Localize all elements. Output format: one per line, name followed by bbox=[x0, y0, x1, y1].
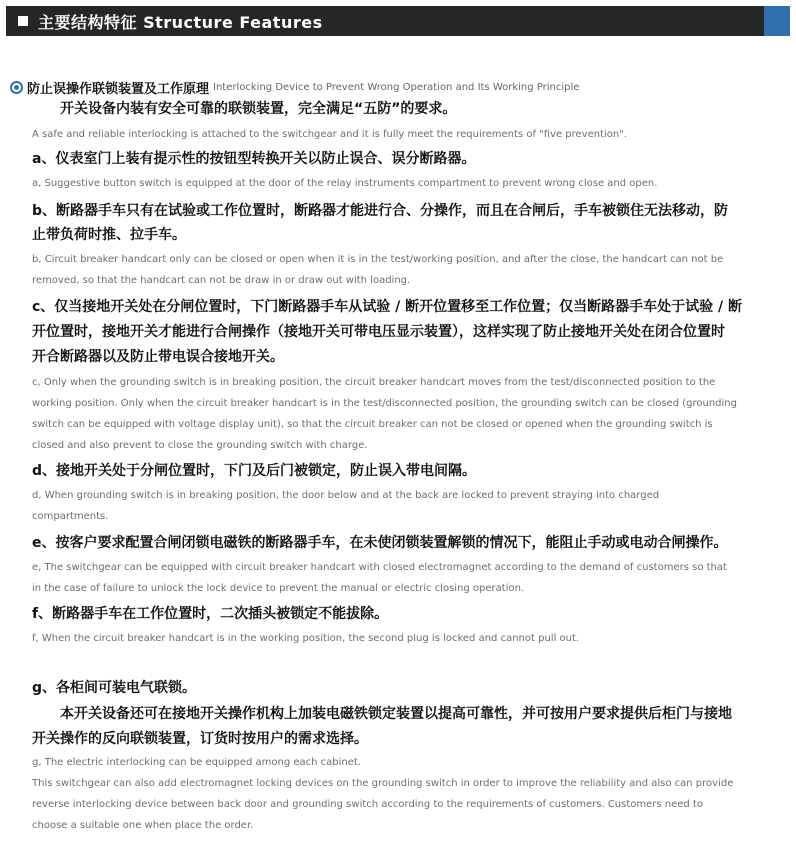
item-c-en-line1: c, Only when the grounding switch is in breaking position, the circuit breaker handcart moves from the test/disconnected position to the bbox=[32, 377, 716, 388]
item-b-en-line1: b, Circuit breaker handcart only can be closed or open when it is in the test/working position, and after the close, the handcart can not be bbox=[32, 254, 724, 265]
section-title-zh: 防止误操作联锁装置及工作原理 bbox=[27, 82, 210, 97]
item-d-en-line2: compartments. bbox=[32, 511, 109, 522]
item-c-zh-line2: 开位置时，接地开关才能进行合闸操作（接地开关可带电压显示装置），这样实现了防止接地开关处在闭合位置时 bbox=[32, 324, 725, 340]
section-heading bbox=[10, 78, 579, 97]
item-g-zh-para-line1: 本开关设备还可在接地开关操作机构上加装电磁铁锁定装置以提高可靠性，并可按用户要求提供后柜门与接地 bbox=[60, 706, 732, 722]
item-d-zh: d、接地开关处于分闸位置时，下门及后门被锁定，防止误入带电间隔。 bbox=[32, 463, 477, 479]
item-f-en: f, When the circuit breaker handcart is in the working position, the second plug is locked and cannot pull out. bbox=[32, 633, 580, 644]
square-bullet-icon bbox=[18, 16, 28, 26]
item-g-en-line3: reverse interlocking device between back door and grounding switch according to the requirements of customers. Customers need to bbox=[32, 799, 703, 810]
item-c-en-line4: closed and also prevent to close the grounding switch with charge. bbox=[32, 440, 368, 451]
section-title-en: Interlocking Device to Prevent Wrong Operation and Its Working Principle bbox=[213, 82, 580, 93]
item-c-en-line2: working position. Only when the circuit breaker handcart is in the test/disconnected position, the grounding switch can be closed (grounding bbox=[32, 398, 737, 409]
item-b-en-line2: removed, so that the handcart can not be draw in or draw out with loading. bbox=[32, 275, 411, 286]
intro-zh: 开关设备内装有安全可靠的联锁装置，完全满足“五防”的要求。 bbox=[60, 101, 457, 117]
item-d-en-line1: d, When grounding switch is in breaking position, the door below and at the back are locked to prevent straying into charged bbox=[32, 490, 660, 501]
item-b-zh-line1: b、断路器手车只有在试验或工作位置时，断路器才能进行合、分操作，而且在合闸后，手车被锁住无法移动，防 bbox=[32, 203, 729, 219]
item-g-zh-para-line2: 开关操作的反向联锁装置，订货时按用户的需求选择。 bbox=[32, 731, 368, 747]
banner-title: 主要结构特征 Structure Features bbox=[38, 12, 323, 32]
item-e-en-line2: in the case of failure to unlock the lock device to prevent the manual or electric closing operation. bbox=[32, 583, 525, 594]
item-f-zh: f、断路器手车在工作位置时，二次插头被锁定不能拔除。 bbox=[32, 606, 389, 622]
item-c-zh-line1: c、仅当接地开关处在分闸位置时，下门断路器手车从试验 / 断开位置移至工作位置；仅当断路器手车处于试验 / 断 bbox=[32, 299, 743, 315]
item-g-en-line2: This switchgear can also add electromagnet locking devices on the grounding switch in order to improve the reliability and also can provide bbox=[32, 778, 734, 789]
intro-en: A safe and reliable interlocking is attached to the switchgear and it is fully meet the requirements of "five prevention". bbox=[32, 129, 628, 140]
item-e-en-line1: e, The switchgear can be equipped with circuit breaker handcart with closed electromagnet according to the demand of customers so that bbox=[32, 562, 727, 573]
item-e-zh: e、按客户要求配置合闸闭锁电磁铁的断路器手车，在未使闭锁装置解锁的情况下，能阻止手动或电动合闸操作。 bbox=[32, 535, 728, 551]
item-a-en: a, Suggestive button switch is equipped at the door of the relay instruments compartment to prevent wrong close and open. bbox=[32, 178, 658, 189]
item-c-zh-line3: 开合断路器以及防止带电误合接地开关。 bbox=[32, 349, 284, 365]
item-a-zh: a、仪表室门上装有提示性的按钮型转换开关以防止误合、误分断路器。 bbox=[32, 151, 476, 167]
banner-accent-block bbox=[764, 6, 790, 36]
item-g-en-line1: g, The electric interlocking can be equipped among each cabinet. bbox=[32, 757, 361, 768]
item-g-zh: g、各柜间可装电气联锁。 bbox=[32, 680, 197, 696]
item-b-zh-line2: 止带负荷时推、拉手车。 bbox=[32, 227, 186, 243]
item-g-en-line4: choose a suitable one when place the order. bbox=[32, 820, 254, 831]
section-banner bbox=[6, 6, 764, 36]
item-c-en-line3: switch can be equipped with voltage display unit), so that the circuit breaker can not be closed or opened when the grounding switch is bbox=[32, 419, 713, 430]
circle-bullet-icon bbox=[10, 81, 23, 94]
